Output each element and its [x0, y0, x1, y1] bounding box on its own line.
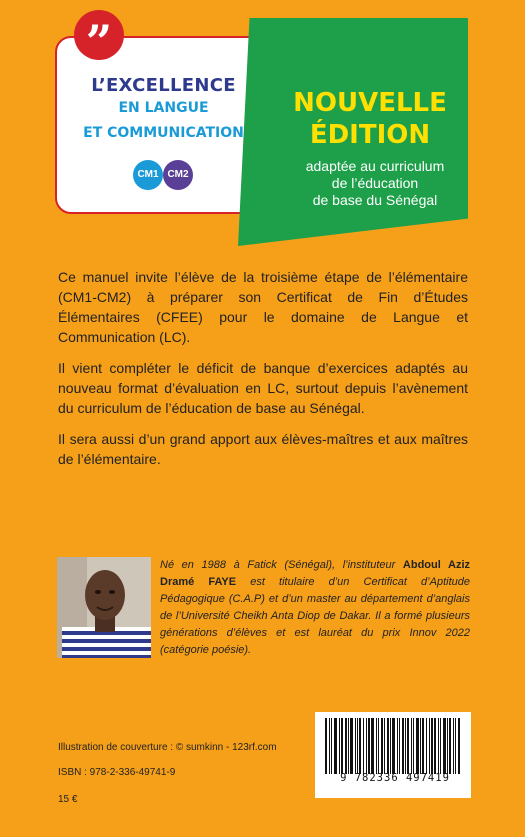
barcode-bar: [438, 718, 439, 774]
barcode-bar: [429, 718, 430, 774]
barcode-bar: [392, 718, 395, 774]
barcode-bar: [447, 718, 448, 774]
barcode-bar: [384, 718, 385, 774]
barcode-bar: [440, 718, 441, 774]
barcode-bar: [402, 718, 404, 774]
barcode-bar: [363, 718, 364, 774]
isbn-barcode: [315, 712, 471, 798]
barcode-bar: [381, 718, 383, 774]
quote-mark-icon: ”: [74, 10, 124, 60]
description-paragraph: Ce manuel invite l’élève de la troisième étape de l’élémentaire (CM1-CM2) à préparer son Certificat de Fin d’Études Élémentaires (CFEE) pour le domaine de Langue et Communication (LC).: [58, 269, 468, 345]
price-label: 15 €: [58, 794, 78, 805]
barcode-bar: [455, 718, 456, 774]
barcode-bar: [378, 718, 379, 774]
book-description: [58, 267, 468, 480]
barcode-bar: [355, 718, 356, 774]
barcode-bar: [431, 718, 433, 774]
new-edition-title-line2: ÉDITION: [309, 120, 431, 150]
barcode-bar: [458, 718, 460, 774]
author-bio: [160, 557, 470, 659]
new-edition-subtitle-line2: de l’éducation: [331, 175, 419, 191]
barcode-bars: [315, 712, 471, 798]
new-edition-subtitle-line1: adaptée au curriculum: [305, 158, 445, 174]
author-name: Abdoul Aziz Dramé FAYE: [160, 559, 470, 588]
barcode-bar: [348, 718, 349, 774]
series-title: L’EXCELLENCE: [91, 75, 236, 96]
barcode-bar: [453, 718, 454, 774]
isbn-label: ISBN : 978-2-336-49741-9: [58, 767, 176, 778]
bio-text-before: Né en 1988 à Fatick (Sénégal), l’instituteur: [160, 559, 403, 571]
barcode-bar: [416, 718, 419, 774]
barcode-bar: [434, 718, 436, 774]
description-paragraph: Il sera aussi d’un grand apport aux élèves-maîtres et aux maîtres de l’élémentaire.: [58, 431, 468, 467]
author-photo: [57, 557, 151, 658]
barcode-bar: [397, 718, 398, 774]
barcode-bar: [331, 718, 332, 774]
barcode-bar: [334, 718, 337, 774]
barcode-bar: [359, 718, 361, 774]
barcode-bar: [366, 718, 367, 774]
barcode-bar: [420, 718, 421, 774]
barcode-bar: [341, 718, 343, 774]
barcode-bar: [371, 718, 374, 774]
barcode-bar: [329, 718, 330, 774]
level-badge-cm2: CM2: [163, 160, 193, 190]
barcode-bar: [339, 718, 340, 774]
barcode-bar: [407, 718, 409, 774]
barcode-bar: [345, 718, 347, 774]
barcode-digits: 9 782336 497419: [340, 772, 450, 784]
bio-text-after: est titulaire d’un Certificat d’Aptitude Pédagogique (C.A.P) et d’un master au département d’anglais de l’Université Cheikh Anta Diop de Dakar. Il a formé plusieurs générations d’élèves et est lauréat du prix Innov 2022 (catégorie poésie).: [160, 576, 470, 656]
cover-illustration-credit: Illustration de couverture : © sumkinn - 123rf.com: [58, 742, 277, 753]
barcode-bar: [376, 718, 377, 774]
barcode-bar: [357, 718, 358, 774]
barcode-bar: [443, 718, 446, 774]
barcode-bar: [387, 718, 389, 774]
barcode-bar: [368, 718, 370, 774]
series-subtitle-line1: EN LANGUE: [118, 100, 209, 116]
description-paragraph: Il vient compléter le déficit de banque d’exercices adaptés au nouveau format d’évaluation en LC, surtout depuis l’avènement du curriculum de l’éducation de base au Sénégal.: [58, 360, 468, 416]
barcode-bar: [422, 718, 424, 774]
new-edition-subtitle-line3: de base du Sénégal: [312, 192, 438, 208]
barcode-bar: [413, 718, 414, 774]
barcode-bar: [411, 718, 412, 774]
barcode-bar: [390, 718, 391, 774]
barcode-bar: [405, 718, 406, 774]
barcode-bar: [325, 718, 327, 774]
barcode-bar: [426, 718, 427, 774]
series-subtitle-line2: ET COMMUNICATION: [83, 125, 244, 141]
barcode-bar: [399, 718, 400, 774]
barcode-bar: [350, 718, 353, 774]
level-badge-cm1: CM1: [133, 160, 163, 190]
new-edition-title-line1: NOUVELLE: [293, 88, 447, 118]
barcode-bar: [449, 718, 451, 774]
